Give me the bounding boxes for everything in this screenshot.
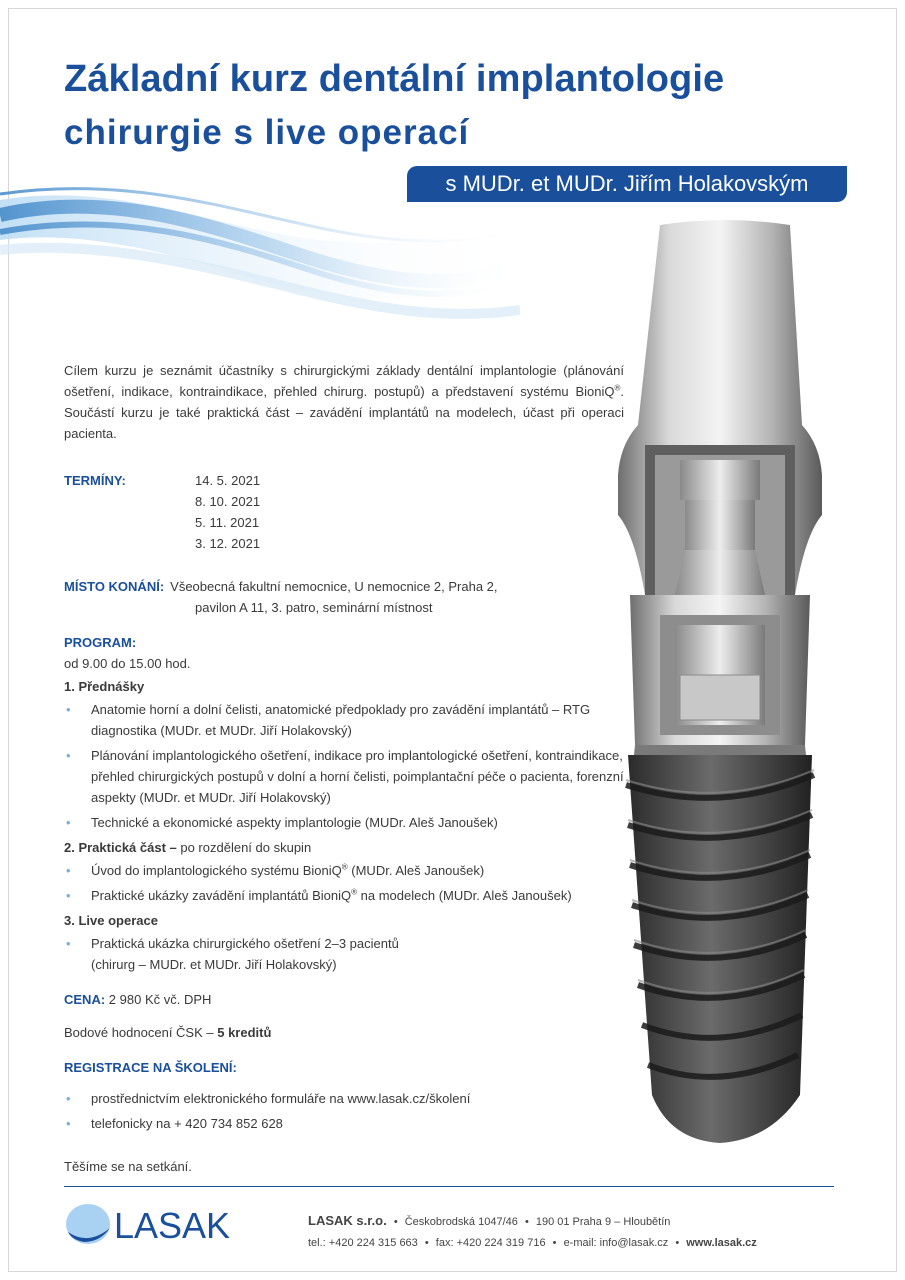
address-city: 190 01 Praha 9 – Hloubětín <box>535 1216 671 1228</box>
lasak-logo[interactable] <box>64 1198 274 1248</box>
terms-dates <box>195 470 260 554</box>
registration-label: REGISTRACE NA ŠKOLENÍ: <box>64 1060 237 1075</box>
terms-label: TERMÍNY: <box>64 473 126 488</box>
list-item <box>64 860 624 881</box>
term-date: 14. 5. 2021 <box>195 473 261 488</box>
registered-mark: ® <box>351 887 358 897</box>
lecturer-banner: s MUDr. et MUDr. Jiřím Holakovským <box>407 166 847 202</box>
footer-divider <box>64 1186 834 1187</box>
bullet-separator: • <box>552 1237 557 1249</box>
term-date: 3. 12. 2021 <box>195 536 261 551</box>
footer-contact <box>308 1210 757 1254</box>
section3-list <box>64 933 624 975</box>
price-section <box>64 989 624 1010</box>
list-item: • Plánování implantologického ošetření, indikace pro implantologické ošetření, kontraindikace, přehled chirurgických postupů v dolní a horní čelisti, poimplantační péče o pacienta, forenzní aspekty (MUDr. et MUDr. Jiří Holakovský) <box>64 745 624 808</box>
section1-title: 1. Přednášky <box>64 679 145 694</box>
credits-text: Bodové hodnocení ČSK – <box>64 1025 218 1040</box>
section2-item1-text: Úvod do implantologického systému BioniQ <box>91 863 342 878</box>
list-item <box>64 933 624 975</box>
section2-item2-text: Praktické ukázky zavádění implantátů BioniQ <box>91 888 352 903</box>
registered-mark: ® <box>614 383 621 393</box>
bullet-separator: • <box>675 1237 680 1249</box>
term-date: 8. 10. 2021 <box>195 494 261 509</box>
section2-item2-lecturer: na modelech (MUDr. Aleš Janoušek) <box>357 888 572 903</box>
section2-item1-lecturer: (MUDr. Aleš Janoušek) <box>347 863 485 878</box>
price-label: CENA: <box>64 992 106 1007</box>
page-subtitle: chirurgie s live operací <box>64 113 470 152</box>
page-title: Základní kurz dentální implantologie <box>64 58 725 100</box>
address-street: Českobrodská 1047/46 <box>404 1216 518 1228</box>
main-content <box>64 360 624 1177</box>
dental-implant-illustration <box>590 215 850 1145</box>
section3-item-line2: (chirurg – MUDr. et MUDr. Jiří Holakovský) <box>91 957 337 972</box>
section3-item-line1: Praktická ukázka chirurgického ošetření 2–3 pacientů <box>91 936 399 951</box>
email-link[interactable]: e-mail: info@lasak.cz <box>563 1237 669 1249</box>
bullet-separator: • <box>424 1237 429 1249</box>
price-value: 2 980 Kč vč. DPH <box>108 992 212 1007</box>
bullet-separator: • <box>524 1216 529 1228</box>
terms-section <box>64 470 624 554</box>
section3-title: 3. Live operace <box>64 913 158 928</box>
logo-text: LASAK <box>114 1205 231 1246</box>
phone: tel.: +420 224 315 663 <box>308 1237 418 1249</box>
registration-web-link[interactable]: • prostřednictvím elektronického formuláře na www.lasak.cz/školení <box>64 1088 624 1109</box>
registration-section <box>64 1057 624 1134</box>
term-date: 5. 11. 2021 <box>195 515 260 530</box>
venue-line1: Všeobecná fakultní nemocnice, U nemocnice 2, Praha 2, <box>170 579 498 594</box>
program-time: od 9.00 do 15.00 hod. <box>64 656 191 671</box>
credits-line <box>64 1022 624 1043</box>
bullet-separator: • <box>393 1216 398 1228</box>
section2-title-rest: po rozdělení do skupin <box>176 840 312 855</box>
section2-title <box>64 837 624 858</box>
list-item <box>64 885 624 906</box>
section2-title-bold: 2. Praktická část – <box>64 840 177 855</box>
section1-list <box>64 699 624 833</box>
venue-section <box>64 576 624 618</box>
registration-phone[interactable]: • telefonicky na + 420 734 852 628 <box>64 1113 624 1134</box>
website-link[interactable]: www.lasak.cz <box>686 1237 757 1249</box>
intro-paragraph <box>64 360 624 444</box>
venue-label: MÍSTO KONÁNÍ: <box>64 579 165 594</box>
credits-value: 5 kreditů <box>217 1025 272 1040</box>
section2-list <box>64 860 624 906</box>
program-section <box>64 632 624 975</box>
program-label: PROGRAM: <box>64 635 137 650</box>
registration-list <box>64 1088 624 1134</box>
closing-text: Těšíme se na setkání. <box>64 1159 192 1174</box>
intro-text-part2: . Součástí kurzu je také praktická část – zavádění implantátů na modelech, účast při operaci pacienta. <box>64 384 624 441</box>
list-item: • Anatomie horní a dolní čelisti, anatomické předpoklady pro zavádění implantátů – RTG diagnostika (MUDr. et MUDr. Jiří Holakovský) <box>64 699 624 741</box>
decorative-wave <box>0 170 520 340</box>
venue-line2: pavilon A 11, 3. patro, seminární místnost <box>195 600 433 615</box>
registered-mark: ® <box>341 862 348 872</box>
intro-text-part1: Cílem kurzu je seznámit účastníky s chirurgickými základy dentální implantologie (plánování ošetření, indikace, kontraindikace, přehled chirurg. postupů) a představení systému BioniQ <box>64 363 624 399</box>
list-item: • Technické a ekonomické aspekty implantologie (MUDr. Aleš Janoušek) <box>64 812 624 833</box>
fax: fax: +420 224 319 716 <box>435 1237 546 1249</box>
company-name: LASAK s.r.o. <box>308 1213 387 1228</box>
